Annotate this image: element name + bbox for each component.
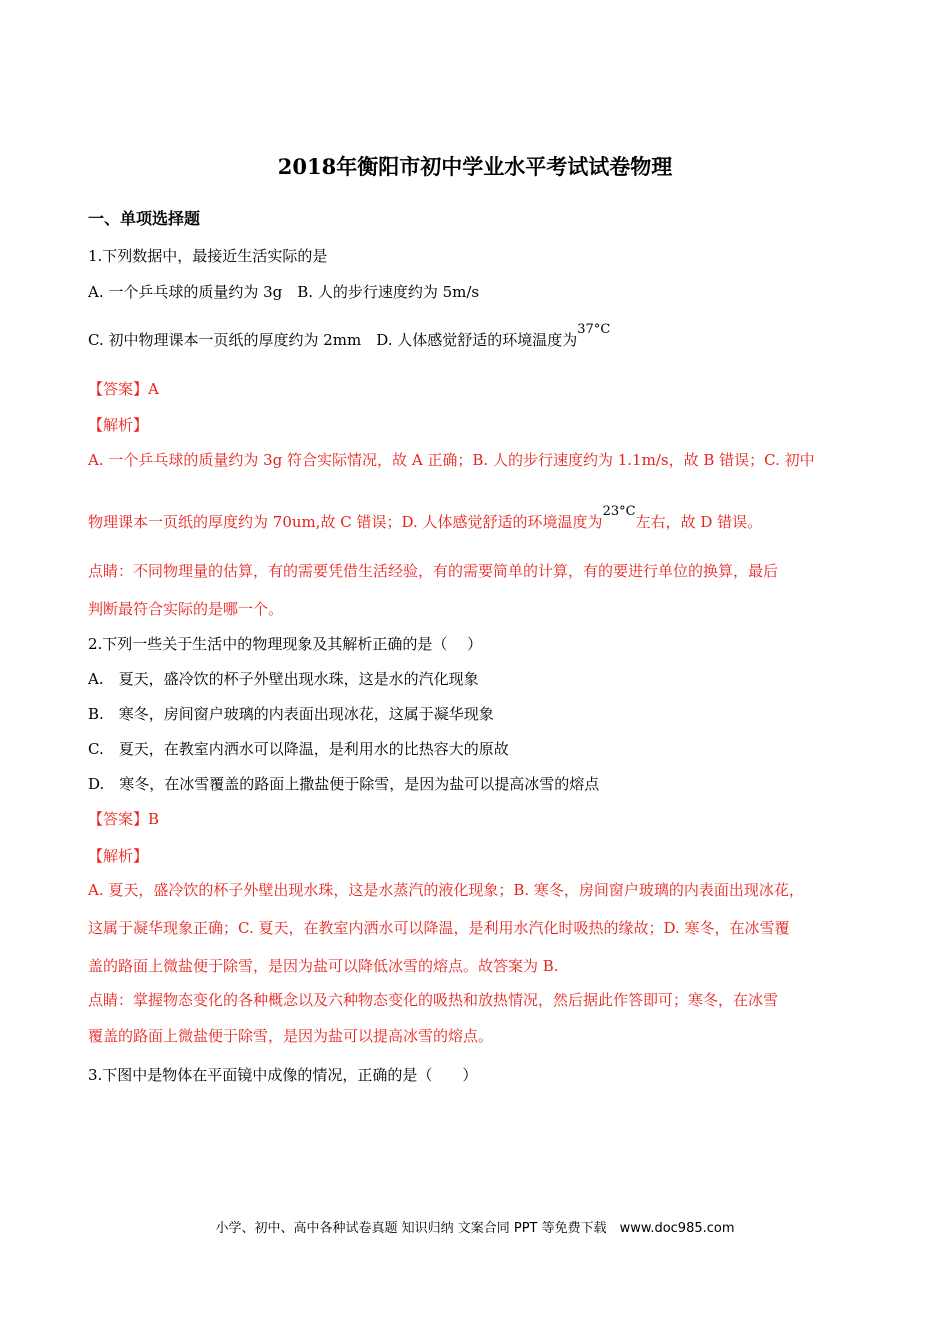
q2-tip-line1: 点睛：掌握物态变化的各种概念以及六种物态变化的吸热和放热情况，然后据此作答即可；寒冬，在冰雪 <box>88 991 779 1009</box>
q2-tip-line2: 覆盖的路面上微盐便于除雪，是因为盐可以提高冰雪的熔点。 <box>88 1027 494 1045</box>
q2-analysis-line1: A. 夏天，盛冷饮的杯子外壁出现水珠，这是水蒸汽的液化现象；B. 寒冬，房间窗户玻璃的内表面出现冰花， <box>88 881 804 899</box>
q2-option-b: B. 寒冬，房间窗户玻璃的内表面出现冰花，这属于凝华现象 <box>88 705 494 723</box>
q2-option-d: D. 寒冬，在冰雪覆盖的路面上撒盐便于除雪，是因为盐可以提高冰雪的熔点 <box>88 775 600 793</box>
q1-tip-line1: 点睛：不同物理量的估算，有的需要凭借生活经验，有的需要简单的计算，有的要进行单位的换算，最后 <box>88 562 779 580</box>
q1-analysis-line2-a: 物理课本一页纸的厚度约为 70um,故 C 错误；D. 人体感觉舒适的环境温度为 <box>88 513 603 531</box>
q1-analysis-temperature: 23°C <box>602 504 636 519</box>
q2-option-c: C. 夏天，在教室内洒水可以降温，是利用水的比热容大的原故 <box>88 740 509 758</box>
q2-analysis-line3: 盖的路面上微盐便于除雪，是因为盐可以降低冰雪的熔点。故答案为 B. <box>88 957 559 975</box>
q2-stem: 2.下列一些关于生活中的物理现象及其解析正确的是（ ） <box>88 635 483 653</box>
q1-options-row2 <box>88 322 611 352</box>
page-title: 2018年衡阳市初中学业水平考试试卷物理 <box>277 154 673 179</box>
q1-analysis-line2-b: 左右，故 D 错误。 <box>635 513 763 531</box>
q1-options-row1: A. 一个乒乓球的质量约为 3g B. 人的步行速度约为 5m/s <box>88 283 480 301</box>
q2-option-a: A. 夏天，盛冷饮的杯子外壁出现水珠，这是水的汽化现象 <box>88 670 479 688</box>
q2-answer: 【答案】B <box>88 810 160 828</box>
q3-stem: 3.下图中是物体在平面镜中成像的情况，正确的是（ ） <box>88 1066 478 1084</box>
q1-analysis-label: 【解析】 <box>88 416 149 434</box>
q1-options-row2-text: C. 初中物理课本一页纸的厚度约为 2mm D. 人体感觉舒适的环境温度为 <box>88 331 578 349</box>
q1-analysis-line2 <box>88 504 763 534</box>
q1-tip-line2: 判断最符合实际的是哪一个。 <box>88 600 284 618</box>
q1-temperature: 37°C <box>577 322 611 337</box>
q1-analysis-line1: A. 一个乒乓球的质量约为 3g 符合实际情况，故 A 正确；B. 人的步行速度约为 1.1m/s，故 B 错误；C. 初中 <box>88 451 815 469</box>
page-footer: 小学、初中、高中各种试卷真题 知识归纳 文案合同 PPT 等免费下载 www.doc985.com <box>215 1221 735 1236</box>
section-heading: 一、单项选择题 <box>88 209 201 228</box>
q1-answer: 【答案】A <box>88 380 159 398</box>
q1-stem: 1.下列数据中，最接近生活实际的是 <box>88 247 328 265</box>
q2-analysis-line2: 这属于凝华现象正确；C. 夏天，在教室内洒水可以降温，是利用水汽化时吸热的缘故；D. 寒冬，在冰雪覆 <box>88 919 790 937</box>
q2-analysis-label: 【解析】 <box>88 847 149 865</box>
